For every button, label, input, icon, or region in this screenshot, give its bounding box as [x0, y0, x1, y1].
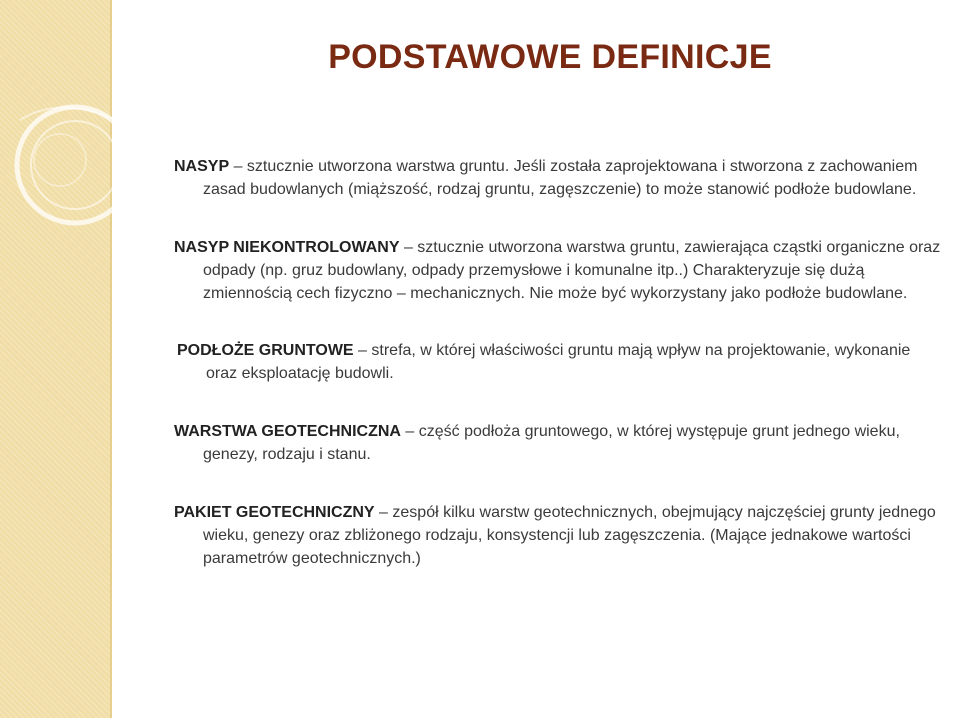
- definition-text: sztucznie utworzona warstwa gruntu, zawierająca cząstki organiczne oraz odpady (np. gruz budowlany, odpady przemysłowe i komunalne itp..) Charakteryzuje się dużą zmiennością cech fizyczno – mechanicznych. Nie może być wykorzystany jako podłoże budowlane.: [203, 239, 941, 302]
- definition-text: sztucznie utworzona warstwa gruntu. Jeśli została zaprojektowana i stworzona z zachowaniem zasad budowlanych (miąższość, rodzaj gruntu, zagęszczenie) to może stanowić podłoże budowlane.: [203, 158, 918, 198]
- decorative-rings: [0, 0, 200, 260]
- definitions-list: [174, 155, 944, 604]
- definition-warstwa-geotechniczna: [174, 420, 944, 466]
- definition-term: NASYP NIEKONTROLOWANY: [174, 239, 400, 256]
- definition-term: WARSTWA GEOTECHNICZNA: [174, 423, 401, 440]
- definition-dash: –: [400, 423, 419, 440]
- decorative-ring-small: [34, 134, 86, 186]
- definition-term: NASYP: [174, 158, 230, 175]
- page-title: PODSTAWOWE DEFINICJE: [328, 38, 772, 76]
- definition-podloze-gruntowe: [177, 339, 944, 385]
- definition-dash: –: [353, 342, 372, 359]
- decorative-ring-inner: [31, 121, 119, 209]
- definition-nasyp: [174, 155, 944, 201]
- definition-text: część podłoża gruntowego, w której występuje grunt jednego wieku, genezy, rodzaju i stanu.: [203, 423, 900, 463]
- definition-dash: –: [229, 158, 247, 175]
- definition-text: strefa, w której właściwości gruntu mają wpływ na projektowanie, wykonanie oraz eksploatację budowli.: [206, 342, 911, 382]
- definition-term: PAKIET GEOTECHNICZNY: [174, 504, 375, 521]
- definition-pakiet-geotechniczny: [174, 501, 944, 570]
- definition-dash: –: [374, 504, 393, 521]
- definition-term: PODŁOŻE GRUNTOWE: [177, 342, 354, 359]
- definition-text: zespół kilku warstw geotechnicznych, obejmujący najczęściej grunty jednego wieku, genezy oraz zbliżonego rodzaju, konsystencji lub zagęszczenia. (Mające jednakowe wartości parametrów geotechnicznych.): [203, 504, 936, 567]
- definition-dash: –: [399, 239, 418, 256]
- definition-nasyp-niekontrolowany: [174, 236, 944, 305]
